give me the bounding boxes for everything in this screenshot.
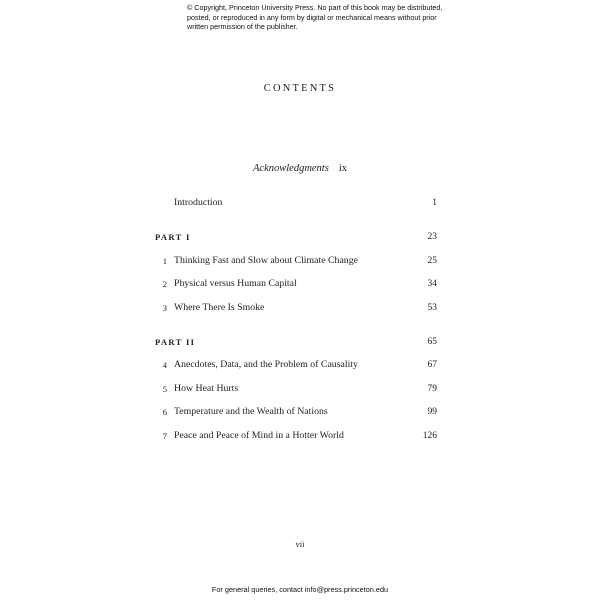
toc-entry-number: 6: [162, 407, 167, 417]
toc-entry-number: 1: [162, 256, 167, 266]
contents-heading: CONTENTS: [263, 83, 337, 94]
toc-entry-number: 4: [162, 360, 167, 370]
toc-entry-number: 7: [162, 431, 167, 441]
toc-entry-chapter-3[interactable]: [150, 301, 437, 315]
toc-entry-title: Temperature and the Wealth of Nations: [174, 406, 328, 417]
toc-entry-number: 2: [162, 279, 167, 289]
toc-entry-title: Thinking Fast and Slow about Climate Change: [174, 255, 358, 266]
toc-part-2[interactable]: [150, 335, 437, 349]
copyright-notice: © Copyright, Princeton University Press. No part of this book may be distributed, posted, or reproduced in any form by digital or mechanical means without prior written permission of the publisher.: [187, 3, 443, 32]
toc-entry-page: 1: [432, 198, 437, 208]
toc-entry-page: 99: [427, 407, 437, 417]
toc-entry-page: 126: [422, 431, 437, 441]
toc-entry-chapter-1[interactable]: [150, 254, 437, 268]
toc-part-label: PART II: [155, 337, 196, 347]
toc-acknowledgments[interactable]: [0, 163, 600, 174]
toc-part-page: 23: [427, 232, 437, 242]
toc-entry-chapter-2[interactable]: [150, 277, 437, 291]
toc-entry-title: Peace and Peace of Mind in a Hotter World: [174, 430, 344, 441]
toc-entry-chapter-6[interactable]: [150, 405, 437, 419]
toc-part-page: 65: [427, 337, 437, 347]
toc-entry-introduction[interactable]: [150, 196, 437, 210]
toc-entry-title: How Heat Hurts: [174, 383, 239, 394]
toc-entry-page: 25: [427, 256, 437, 266]
page-folio: vii: [295, 539, 305, 549]
toc-entry-number: 3: [162, 303, 167, 313]
toc-entry-number: 5: [162, 384, 167, 394]
toc-entry-title: Introduction: [174, 197, 223, 208]
toc-entry-title: Physical versus Human Capital: [174, 278, 297, 289]
toc-entry-chapter-4[interactable]: [150, 358, 437, 372]
toc-entry-page: 34: [427, 279, 437, 289]
toc-entry-title: Anecdotes, Data, and the Problem of Causality: [174, 359, 358, 370]
toc-entry-page: 67: [427, 360, 437, 370]
toc-entry-page: 53: [427, 303, 437, 313]
toc-acknowledgments-label: Acknowledgments: [253, 163, 329, 174]
toc-acknowledgments-page: ix: [338, 163, 347, 174]
toc-part-1[interactable]: [150, 230, 437, 244]
toc-part-label: PART I: [155, 232, 191, 242]
footer-contact: For general queries, contact info@press.princeton.edu: [211, 585, 389, 594]
toc-entry-chapter-7[interactable]: [150, 429, 437, 443]
toc-entry-page: 79: [427, 384, 437, 394]
toc-entry-title: Where There Is Smoke: [174, 302, 265, 313]
toc-entry-chapter-5[interactable]: [150, 382, 437, 396]
